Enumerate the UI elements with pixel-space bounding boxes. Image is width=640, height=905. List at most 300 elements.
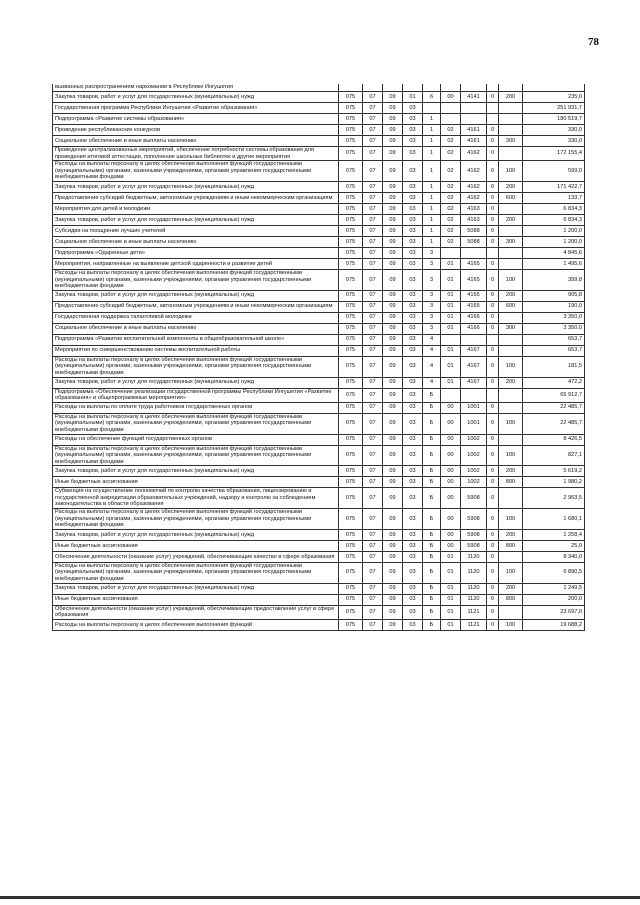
code-cell: 075 [339,136,363,147]
code-cell [487,334,499,345]
code-cell: 07 [363,290,383,301]
code-cell: 00 [441,540,461,551]
code-cell: 100 [499,413,523,434]
code-cell: 09 [383,147,403,161]
code-cell: 02 [441,214,461,225]
code-cell: Б [423,388,441,402]
code-cell: 03 [403,334,423,345]
code-cell: 07 [363,136,383,147]
code-cell: 07 [363,477,383,488]
code-cell: 00 [441,466,461,477]
code-cell: 075 [339,192,363,203]
code-cell: 07 [363,529,383,540]
code-cell [487,388,499,402]
row-label-cell: Подпрограмма «Развитие системы образования» [53,114,339,125]
code-cell: 0 [487,301,499,312]
code-cell: 075 [339,551,363,562]
code-cell: 4166 [461,323,487,334]
row-label-cell: Расходы на выплаты персоналу в целях обеспечения выполнения функций государственными (муниципальными) органами, казенными учреждениями, органами управления государственными внебюджетными фондами [53,562,339,583]
table-row [53,192,585,203]
code-cell: 075 [339,477,363,488]
table-row [53,488,585,509]
code-cell: 800 [499,477,523,488]
code-cell: Б [423,583,441,594]
code-cell: 075 [339,413,363,434]
code-cell: 03 [403,551,423,562]
code-cell: Б [423,488,441,509]
code-cell: 6 [423,92,441,103]
amount-cell: 23 697,0 [523,605,585,619]
page-number: 78 [588,36,599,48]
code-cell: 200 [499,92,523,103]
code-cell: 200 [499,181,523,192]
amount-cell: 200,0 [523,594,585,605]
code-cell: 01 [441,301,461,312]
code-cell: 00 [441,488,461,509]
row-label-cell: Субсидии на поощрение лучших учителей [53,225,339,236]
code-cell: Б [423,562,441,583]
code-cell: 03 [403,488,423,509]
code-cell: 07 [363,583,383,594]
row-label-cell: Социальное обеспечение и иные выплаты населению [53,136,339,147]
code-cell: 1 [423,147,441,161]
row-label-cell: Иные бюджетные ассигнования [53,477,339,488]
code-cell [499,388,523,402]
table-row [53,114,585,125]
code-cell: 07 [363,181,383,192]
code-cell: 00 [441,445,461,466]
code-cell: 075 [339,619,363,630]
code-cell: 0 [487,583,499,594]
table-row [53,402,585,413]
code-cell: 5088 [461,236,487,247]
code-cell: 07 [363,103,383,114]
code-cell: Б [423,402,441,413]
code-cell [461,84,487,92]
amount-cell: 653,7 [523,345,585,356]
code-cell: 01 [403,92,423,103]
code-cell: 09 [383,413,403,434]
code-cell: 09 [383,269,403,290]
amount-cell: 171 422,7 [523,181,585,192]
code-cell: 02 [441,225,461,236]
code-cell: 03 [403,258,423,269]
code-cell: 03 [403,466,423,477]
code-cell: 03 [403,301,423,312]
code-cell: 075 [339,103,363,114]
code-cell: 0 [487,477,499,488]
code-cell: 01 [441,551,461,562]
code-cell: 03 [403,345,423,356]
amount-cell: 905,8 [523,290,585,301]
code-cell: 03 [403,377,423,388]
code-cell: 03 [403,477,423,488]
row-label-cell: Предоставление субсидий бюджетным, автономным учреждениям и иным некоммерческим организациям [53,192,339,203]
row-label-cell: Закупка товаров, работ и услуг для государственных (муниципальных) нужд [53,214,339,225]
amount-cell: 5 619,2 [523,466,585,477]
code-cell: 03 [403,413,423,434]
code-cell [441,114,461,125]
code-cell: 09 [383,312,403,323]
code-cell: 0 [487,413,499,434]
table-row [53,258,585,269]
amount-cell: 3 350,0 [523,323,585,334]
code-cell: 4165 [461,269,487,290]
code-cell [499,225,523,236]
table-row [53,84,585,92]
code-cell [423,84,441,92]
table-row [53,477,585,488]
code-cell: 0 [487,125,499,136]
code-cell: 075 [339,269,363,290]
code-cell: 5908 [461,488,487,509]
code-cell: 075 [339,345,363,356]
code-cell: 03 [403,181,423,192]
row-label-cell: Государственная программа Республики Ингушетия «Развитие образования» [53,103,339,114]
code-cell: Б [423,509,441,530]
code-cell [441,388,461,402]
code-cell: 1121 [461,605,487,619]
code-cell: 1 [423,192,441,203]
code-cell [499,605,523,619]
code-cell: 0 [487,605,499,619]
code-cell: 075 [339,594,363,605]
amount-cell: 25,0 [523,540,585,551]
code-cell: 0 [487,594,499,605]
code-cell: 100 [499,445,523,466]
code-cell: Б [423,529,441,540]
code-cell: 075 [339,290,363,301]
code-cell: 07 [363,192,383,203]
code-cell: 3 [423,258,441,269]
row-label-cell: Предоставление субсидий бюджетным, автономным учреждениям и иным некоммерческим организациям [53,301,339,312]
code-cell: 0 [487,192,499,203]
code-cell: 00 [441,509,461,530]
row-label-cell: Закупка товаров, работ и услуг для государственных (муниципальных) нужд [53,92,339,103]
code-cell: 00 [441,402,461,413]
code-cell: 03 [403,445,423,466]
row-label-cell: Обеспечение деятельности (оказание услуг) учреждений, обеспечивающие качество в сфере образования [53,551,339,562]
code-cell [423,103,441,114]
code-cell [487,247,499,258]
code-cell: 09 [383,434,403,445]
code-cell [441,103,461,114]
code-cell: 01 [441,377,461,388]
amount-cell: 19 688,2 [523,619,585,630]
code-cell: 09 [383,236,403,247]
code-cell [499,402,523,413]
code-cell: 0 [487,402,499,413]
amount-cell: 1 495,6 [523,258,585,269]
amount-cell: 472,2 [523,377,585,388]
code-cell: 300 [499,323,523,334]
code-cell: 4165 [461,290,487,301]
code-cell: 01 [441,356,461,377]
table-row [53,247,585,258]
code-cell: 4163 [461,203,487,214]
code-cell [363,84,383,92]
code-cell: 00 [441,92,461,103]
amount-cell: 6 834,3 [523,214,585,225]
row-label-cell: вызванных распространением наркомании в Республике Ингушетия [53,84,339,92]
table-row [53,92,585,103]
code-cell: 1002 [461,477,487,488]
amount-cell: 1 200,0 [523,225,585,236]
code-cell: 07 [363,356,383,377]
code-cell: 0 [487,214,499,225]
code-cell: 0 [487,509,499,530]
table-row [53,147,585,161]
row-label-cell: Проведение республиканских конкурсов [53,125,339,136]
code-cell: 0 [487,540,499,551]
code-cell: 09 [383,377,403,388]
code-cell: 4161 [461,125,487,136]
row-label-cell: Мероприятия, направленные на выявление детской одаренности и развитие детей [53,258,339,269]
code-cell: 0 [487,136,499,147]
row-label-cell: Иные бюджетные ассигнования [53,540,339,551]
code-cell: 0 [487,236,499,247]
code-cell: 0 [487,551,499,562]
code-cell: 07 [363,562,383,583]
code-cell: 1001 [461,413,487,434]
amount-cell: 4 845,6 [523,247,585,258]
row-label-cell: Закупка товаров, работ и услуг для государственных (муниципальных) нужд [53,290,339,301]
code-cell: 4162 [461,192,487,203]
code-cell: 03 [403,388,423,402]
code-cell: 075 [339,203,363,214]
row-label-cell: Расходы на выплаты персоналу в целях обеспечения выполнения функций государственными (муниципальными) органами, казенными учреждениями, органами управления государственными внебюджетными фондами [53,356,339,377]
amount-cell: 1 249,5 [523,583,585,594]
code-cell: 09 [383,583,403,594]
row-label-cell: Мероприятия для детей и молодежи [53,203,339,214]
amount-cell: 1 980,2 [523,477,585,488]
code-cell: 0 [487,181,499,192]
amount-cell: 1 680,1 [523,509,585,530]
code-cell [499,114,523,125]
code-cell: 0 [487,488,499,509]
code-cell: 100 [499,269,523,290]
code-cell: 075 [339,334,363,345]
code-cell: 03 [403,605,423,619]
code-cell: 02 [441,161,461,182]
code-cell: 00 [441,413,461,434]
code-cell: 02 [441,147,461,161]
row-label-cell: Подпрограмма «Одаренные дети» [53,247,339,258]
code-cell: 01 [441,562,461,583]
row-label-cell: Мероприятия по совершенствованию системы воспитательной работы [53,345,339,356]
code-cell: 09 [383,323,403,334]
code-cell [499,147,523,161]
code-cell: 01 [441,290,461,301]
amount-cell: 172 155,4 [523,147,585,161]
code-cell [461,334,487,345]
code-cell: 09 [383,388,403,402]
code-cell: 07 [363,236,383,247]
amount-cell: 180 519,7 [523,114,585,125]
amount-cell: 1 200,0 [523,236,585,247]
code-cell: 5088 [461,225,487,236]
code-cell: 1 [423,181,441,192]
code-cell: 09 [383,477,403,488]
table-row [53,334,585,345]
code-cell: 200 [499,214,523,225]
code-cell: 0 [487,619,499,630]
amount-cell: 133,7 [523,192,585,203]
code-cell: 03 [403,192,423,203]
table-row [53,594,585,605]
code-cell: 4161 [461,136,487,147]
table-row [53,269,585,290]
row-label-cell: Государственная поддержка талантливой молодежи [53,312,339,323]
table-row [53,323,585,334]
code-cell: 09 [383,181,403,192]
code-cell: 075 [339,466,363,477]
table-row [53,103,585,114]
code-cell: 1 [423,214,441,225]
row-label-cell: Расходы на выплаты персоналу в целях обеспечения выполнения функций государственными (муниципальными) органами, казенными учреждениями, органами управления государственными внебюджетными фондами [53,161,339,182]
code-cell: 01 [441,345,461,356]
amount-cell: 3 350,0 [523,312,585,323]
code-cell: 03 [403,147,423,161]
code-cell: 09 [383,192,403,203]
code-cell: 03 [403,203,423,214]
row-label-cell: Расходы на выплаты персоналу в целях обеспечения выполнения функций государственными (муниципальными) органами, казенными учреждениями, органами управления государственными внебюджетными фондами [53,413,339,434]
code-cell: 075 [339,125,363,136]
code-cell: 1 [423,236,441,247]
code-cell: 00 [441,434,461,445]
table-row [53,290,585,301]
code-cell: 0 [487,466,499,477]
code-cell: 075 [339,509,363,530]
code-cell: 02 [441,136,461,147]
code-cell: 09 [383,509,403,530]
page-bottom-edge [0,896,640,899]
code-cell: 09 [383,92,403,103]
code-cell: 03 [403,323,423,334]
code-cell [461,103,487,114]
table-row [53,605,585,619]
code-cell: 1 [423,114,441,125]
code-cell: 100 [499,619,523,630]
table-row [53,125,585,136]
amount-cell: 599,0 [523,161,585,182]
table-row [53,345,585,356]
table-row [53,214,585,225]
code-cell: 0 [487,269,499,290]
code-cell: 075 [339,377,363,388]
code-cell: 07 [363,323,383,334]
code-cell: 0 [487,562,499,583]
row-label-cell: Расходы на выплаты персоналу в целях обеспечения выполнения функций государственными (муниципальными) органами, казенными учреждениями, органами управления государственными внебюджетными фондами [53,269,339,290]
code-cell: 07 [363,161,383,182]
amount-cell [523,84,585,92]
row-label-cell: Расходы на выплаты персоналу в целях обеспечения выполнения функций государственными (муниципальными) органами, казенными учреждениями, органами управления государственными внебюджетными фондами [53,509,339,530]
code-cell: 07 [363,334,383,345]
code-cell: 07 [363,345,383,356]
code-cell: 4163 [461,214,487,225]
table-row [53,434,585,445]
code-cell: 075 [339,445,363,466]
code-cell: 07 [363,402,383,413]
amount-cell: 653,7 [523,334,585,345]
code-cell: 075 [339,388,363,402]
code-cell: 02 [441,203,461,214]
code-cell: 1 [423,125,441,136]
table-row [53,619,585,630]
code-cell: 03 [403,402,423,413]
code-cell: 1120 [461,583,487,594]
table-row [53,203,585,214]
code-cell: 01 [441,312,461,323]
code-cell: 200 [499,290,523,301]
code-cell: 1120 [461,562,487,583]
amount-cell: 827,1 [523,445,585,466]
code-cell: 0 [487,203,499,214]
row-label-cell: Закупка товаров, работ и услуг для государственных (муниципальных) нужд [53,583,339,594]
code-cell [499,434,523,445]
code-cell: 03 [403,125,423,136]
code-cell: 800 [499,540,523,551]
code-cell: 03 [403,540,423,551]
amount-cell: 330,0 [523,125,585,136]
code-cell: 09 [383,301,403,312]
code-cell: 03 [403,136,423,147]
code-cell: Б [423,466,441,477]
code-cell: 01 [441,258,461,269]
code-cell: 0 [487,434,499,445]
code-cell: 03 [403,247,423,258]
code-cell: 075 [339,247,363,258]
code-cell: 09 [383,551,403,562]
code-cell: 09 [383,225,403,236]
code-cell: 075 [339,258,363,269]
code-cell: Б [423,477,441,488]
code-cell: 09 [383,562,403,583]
code-cell: 09 [383,540,403,551]
code-cell: 3 [423,312,441,323]
code-cell: 4165 [461,258,487,269]
table-row [53,583,585,594]
code-cell: 07 [363,92,383,103]
code-cell [487,103,499,114]
amount-cell: 22 485,7 [523,402,585,413]
amount-cell: 1 258,4 [523,529,585,540]
row-label-cell: Обеспечение деятельности (оказание услуг) учреждений, обеспечивающие предоставление услуг в сфере образования [53,605,339,619]
code-cell: 0 [487,529,499,540]
row-label-cell: Закупка товаров, работ и услуг для государственных (муниципальных) нужд [53,377,339,388]
code-cell: 1120 [461,594,487,605]
code-cell: 0 [487,290,499,301]
code-cell: 03 [403,583,423,594]
code-cell: 075 [339,356,363,377]
table-row [53,445,585,466]
code-cell: 01 [441,269,461,290]
code-cell [403,84,423,92]
amount-cell: 181,5 [523,356,585,377]
code-cell: 00 [441,529,461,540]
row-label-cell: Расходы на выплаты персоналу в целях обеспечения выполнения функций [53,619,339,630]
code-cell: 09 [383,290,403,301]
code-cell: 07 [363,214,383,225]
row-label-cell: Подпрограмма «Развитие воспитательной компоненты в общеобразовательной школе» [53,334,339,345]
amount-cell: 6 834,3 [523,203,585,214]
code-cell: 07 [363,301,383,312]
code-cell: 100 [499,562,523,583]
code-cell: 075 [339,161,363,182]
code-cell [499,334,523,345]
code-cell: 1 [423,225,441,236]
code-cell: 01 [441,583,461,594]
